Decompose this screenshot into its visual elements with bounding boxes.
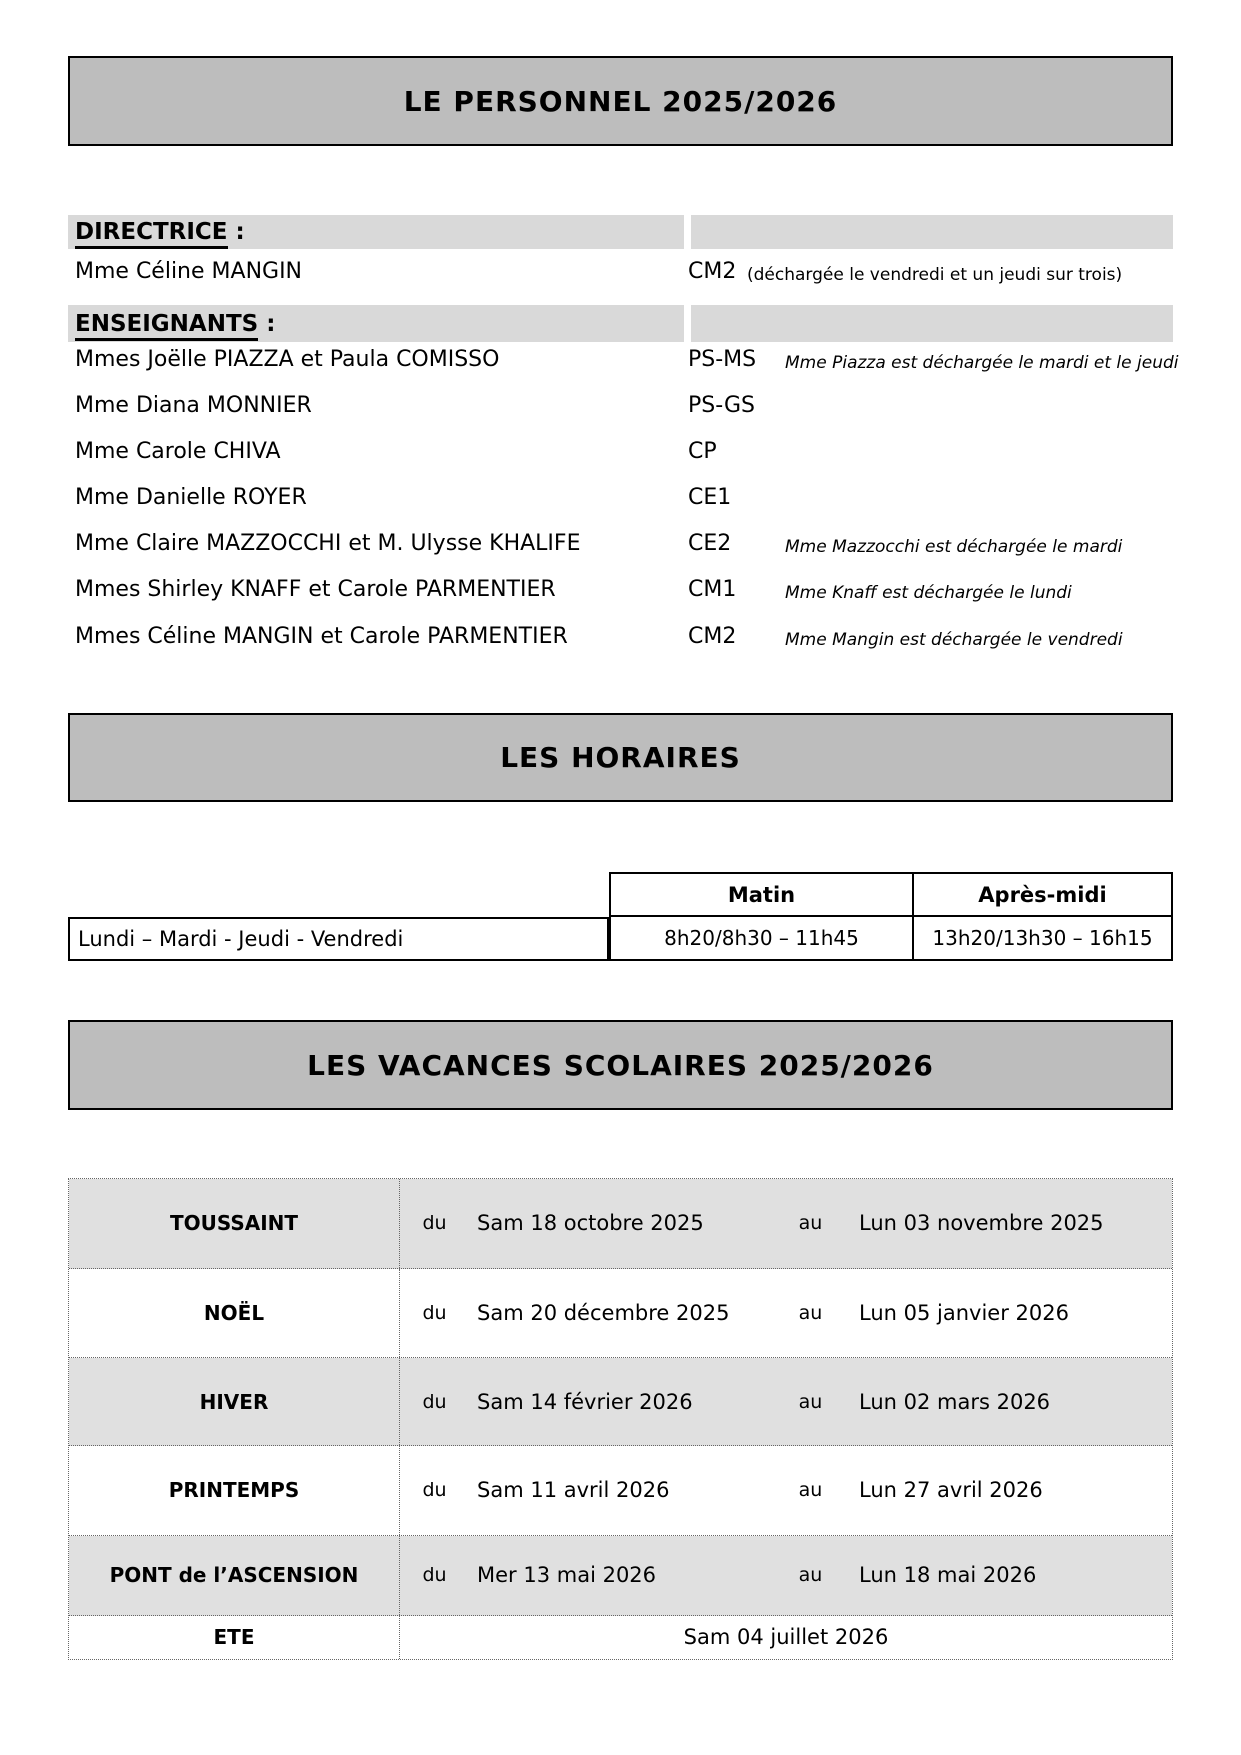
personnel-title: LE PERSONNEL 2025/2026	[403, 84, 838, 118]
vacation-end-date: Lun 05 janvier 2026	[859, 1301, 1069, 1326]
vacation-au: au	[798, 1302, 823, 1325]
teacher-row	[68, 438, 1173, 466]
teacher-row	[68, 392, 1173, 420]
directrice-row	[68, 258, 1173, 286]
vacation-row	[69, 1358, 1172, 1446]
teacher-class: CP	[688, 439, 717, 464]
vacation-label: PONT de l’ASCENSION	[69, 1536, 400, 1615]
vacation-du: du	[422, 1302, 447, 1325]
teacher-class: CE1	[688, 485, 732, 510]
directrice-band-left	[68, 215, 684, 249]
directrice-heading: DIRECTRICE	[75, 219, 228, 245]
days-cell: Lundi – Mardi - Jeudi - Vendredi	[68, 917, 609, 961]
directrice-heading-colon: :	[227, 219, 245, 245]
teacher-name: Mmes Shirley KNAFF et Carole PARMENTIER	[75, 577, 556, 602]
vacation-au: au	[798, 1390, 823, 1413]
band-gap	[684, 215, 691, 249]
apresmidi-header-cell: Après-midi	[914, 872, 1173, 917]
vacation-start-date: Sam 11 avril 2026	[477, 1478, 670, 1503]
vacation-du: du	[422, 1479, 447, 1502]
vacation-du: du	[422, 1564, 447, 1587]
vacation-end-date: Lun 02 mars 2026	[859, 1389, 1051, 1414]
vacation-au: au	[798, 1479, 823, 1502]
ete-label: ETE	[69, 1616, 400, 1659]
directrice-band	[68, 215, 1173, 249]
vacation-du: du	[422, 1390, 447, 1413]
teacher-note: Mme Mazzocchi est déchargée le mardi	[785, 537, 1123, 557]
vacation-row	[69, 1269, 1172, 1359]
teacher-note: Mme Mangin est déchargée le vendredi	[785, 630, 1123, 650]
vacation-au: au	[798, 1564, 823, 1587]
ete-row	[69, 1616, 1172, 1659]
teacher-note: Mme Knaff est déchargée le lundi	[785, 583, 1072, 603]
teacher-name: Mme Claire MAZZOCCHI et M. Ulysse KHALIFE	[75, 531, 581, 556]
teacher-row	[68, 576, 1173, 604]
teacher-note: Mme Piazza est déchargée le mardi et le jeudi	[785, 353, 1179, 373]
horaires-title-box	[68, 713, 1173, 802]
teacher-name: Mmes Joëlle PIAZZA et Paula COMISSO	[75, 347, 500, 372]
vacances-table	[68, 1178, 1173, 1660]
teacher-name: Mme Diana MONNIER	[75, 393, 312, 418]
teacher-class: PS-GS	[688, 393, 755, 418]
vacation-du: du	[422, 1212, 447, 1235]
vacation-end-date: Lun 18 mai 2026	[859, 1563, 1037, 1588]
teacher-class: CM2	[688, 624, 737, 649]
band-gap	[684, 305, 691, 342]
personnel-title-box	[68, 56, 1173, 146]
vacation-end-date: Lun 03 novembre 2025	[859, 1211, 1104, 1236]
vacation-row	[69, 1446, 1172, 1536]
vacation-label: PRINTEMPS	[69, 1446, 400, 1535]
matin-time-cell: 8h20/8h30 – 11h45	[609, 917, 914, 961]
teacher-name: Mmes Céline MANGIN et Carole PARMENTIER	[75, 624, 568, 649]
vacances-title-box	[68, 1020, 1173, 1110]
vacation-end-date: Lun 27 avril 2026	[859, 1478, 1043, 1503]
vacation-row	[69, 1179, 1172, 1269]
horaires-title: LES HORAIRES	[500, 741, 741, 774]
vacances-title: LES VACANCES SCOLAIRES 2025/2026	[307, 1048, 934, 1082]
teacher-class: CE2	[688, 531, 732, 556]
teacher-row	[68, 623, 1173, 651]
vacation-row	[69, 1536, 1172, 1616]
enseignants-band-left	[68, 305, 684, 342]
person-class: CM2	[688, 259, 737, 284]
enseignants-band	[68, 305, 1173, 342]
enseignants-heading-colon: :	[258, 310, 276, 337]
vacation-start-date: Sam 20 décembre 2025	[477, 1301, 730, 1326]
teacher-name: Mme Carole CHIVA	[75, 439, 281, 464]
apresmidi-time-cell: 13h20/13h30 – 16h15	[914, 917, 1173, 961]
person-note: (déchargée le vendredi et un jeudi sur trois)	[747, 265, 1123, 285]
vacation-au: au	[798, 1212, 823, 1235]
teacher-class: CM1	[688, 577, 737, 602]
enseignants-band-right	[691, 305, 1173, 342]
vacation-start-date: Mer 13 mai 2026	[477, 1563, 657, 1588]
vacation-label: NOËL	[69, 1269, 400, 1358]
matin-header-cell: Matin	[609, 872, 914, 917]
ete-date: Sam 04 juillet 2026	[683, 1625, 889, 1650]
vacation-start-date: Sam 18 octobre 2025	[477, 1211, 704, 1236]
vacation-label: HIVER	[69, 1358, 400, 1445]
teacher-class: PS-MS	[688, 347, 757, 372]
teacher-row	[68, 346, 1179, 374]
teacher-name: Mme Danielle ROYER	[75, 485, 307, 510]
directrice-band-right	[691, 215, 1173, 249]
enseignants-heading: ENSEIGNANTS	[75, 311, 258, 337]
vacation-start-date: Sam 14 février 2026	[477, 1389, 693, 1414]
teacher-row	[68, 484, 1173, 512]
person-name: Mme Céline MANGIN	[75, 259, 303, 284]
teacher-row	[68, 530, 1173, 558]
vacation-label: TOUSSAINT	[69, 1179, 400, 1268]
